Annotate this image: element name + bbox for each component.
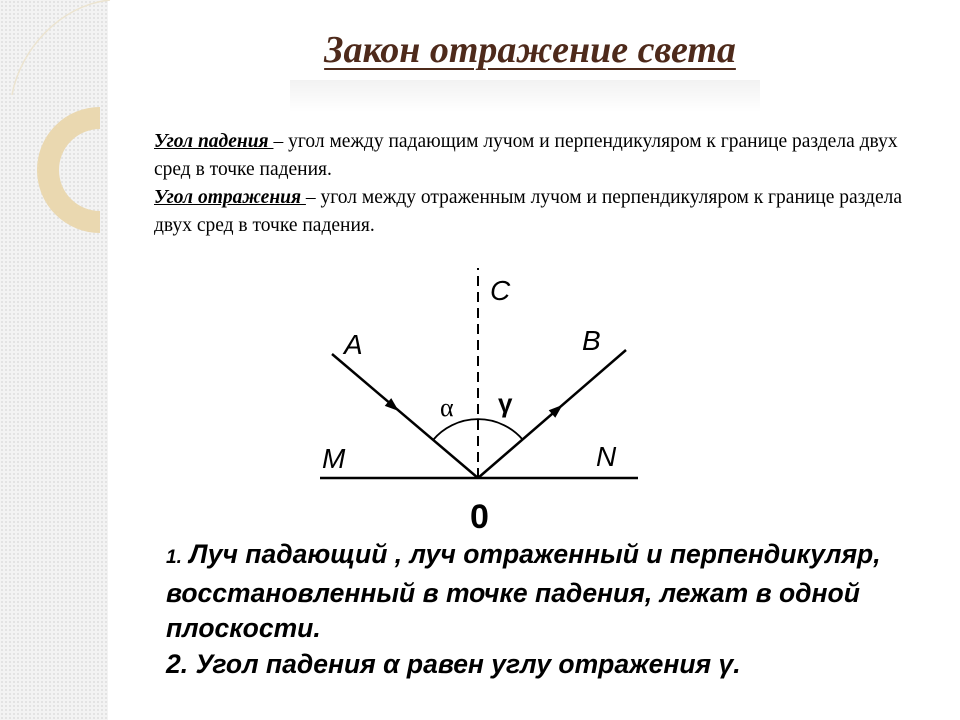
title-shadow: [290, 80, 760, 112]
law-2: 2. Угол падения α равен углу отражения γ.: [166, 648, 741, 679]
reflection-diagram: [300, 262, 660, 540]
reflection-definition: [154, 184, 934, 240]
label-gamma: γ: [498, 388, 513, 418]
reflection-text: – угол между отраженным лучом и перпендикуляром к границе раздела двух сред в точке падения.: [154, 187, 902, 236]
label-c: C: [490, 275, 511, 306]
label-b: B: [582, 325, 601, 356]
laws-block: [166, 537, 936, 682]
label-alpha: α: [440, 393, 454, 422]
label-n: N: [596, 441, 617, 472]
ring-arc: [48, 118, 100, 222]
label-o: 0: [470, 498, 489, 536]
law-1: [166, 537, 936, 647]
label-m: M: [322, 443, 346, 474]
law-1-text: Луч падающий , луч отраженный и перпендикуляр, восстановленный в точке падения, лежат в одной плоскости.: [166, 539, 881, 643]
incidence-text: – угол между падающим лучом и перпендикуляром к границе раздела двух сред в точке падения.: [154, 131, 898, 180]
definitions-block: [154, 128, 934, 240]
incidence-term: Угол падения: [154, 131, 274, 152]
incident-ray: [332, 354, 478, 478]
reflection-term: Угол отражения: [154, 187, 306, 208]
law-1-number: 1.: [166, 547, 182, 568]
incidence-definition: [154, 128, 934, 184]
page-title: Закон отражение света: [324, 29, 736, 71]
label-a: A: [344, 329, 363, 360]
